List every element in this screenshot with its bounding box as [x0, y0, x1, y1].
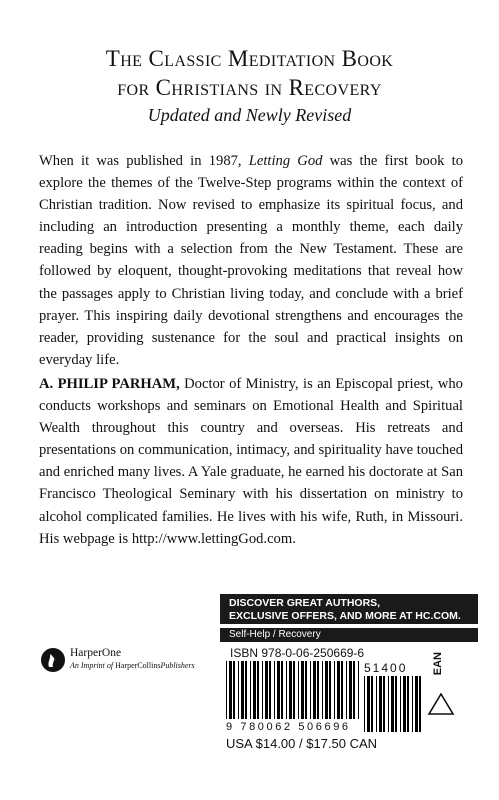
- author-name: A. PHILIP PARHAM,: [39, 376, 180, 392]
- harperone-flame-icon: [40, 647, 66, 673]
- isbn-number: ISBN 978-0-06-250669-6: [230, 646, 365, 660]
- addon-barcode-icon: [364, 676, 428, 732]
- headline-line-2: for Christians in Recovery: [117, 75, 382, 100]
- publisher-imprint: [70, 661, 195, 670]
- headline-line-1: The Classic Meditation Book: [105, 46, 394, 71]
- description-part-2: was the first book to explore the themes of the Twelve-Step programs within the context of Christian tradition. Now revised to emphasize its spiritual focus, and including an introduction presenting a monthly theme, each daily reading begins with a selection from the New Testament. These are followed by eloquent, thought-provoking meditations that reveal how the passages apply to Christian living today, and conclude with a brief prayer. This inspiring daily devotional strengthens and encourages the reader, providing sustenance for the soul and practical insights on everyday life.: [39, 153, 463, 368]
- imprint-name: HarperCollins: [115, 661, 161, 670]
- promo-line-2: EXCLUSIVE OFFERS, AND MORE AT HC.COM.: [229, 610, 461, 622]
- book-description: [39, 150, 463, 371]
- category-band: Self-Help / Recovery: [220, 628, 478, 642]
- promo-banner: [220, 594, 478, 624]
- imprint-prefix: An Imprint of: [70, 661, 116, 670]
- recycle-triangle-icon: [427, 692, 455, 716]
- ean-label: EAN: [432, 652, 444, 676]
- imprint-suffix: Publishers: [160, 661, 195, 670]
- barcode-digits: 9 780062 506696: [226, 721, 351, 733]
- barcode-addon-number: 51400: [364, 661, 408, 675]
- headline-subtitle: Updated and Newly Revised: [147, 105, 352, 125]
- headline: [20, 44, 479, 128]
- description-book-title: Letting God: [248, 153, 323, 169]
- promo-line-1: DISCOVER GREAT AUTHORS,: [229, 597, 381, 609]
- publisher-name: HarperOne: [70, 647, 122, 659]
- publisher-logo: [40, 645, 220, 675]
- price-label: USA $14.00 / $17.50 CAN: [226, 736, 378, 751]
- description-part-1: When it was published in 1987,: [39, 153, 249, 169]
- author-bio: [39, 373, 463, 550]
- author-bio-text: Doctor of Ministry, is an Episcopal priest, who conducts workshops and seminars on Emotional Health and Spiritual Wealth throughout this country and overseas. His retreats and presentations on communication, intimacy, and spirituality have touched and enriched many lives. A Yale graduate, he earned his doctorate at San Francisco Theological Seminary with his dissertation on ministry to alcohol complicated families. He lives with his wife, Ruth, in Missouri. His webpage is http://www.lettingGod.com.: [39, 376, 463, 547]
